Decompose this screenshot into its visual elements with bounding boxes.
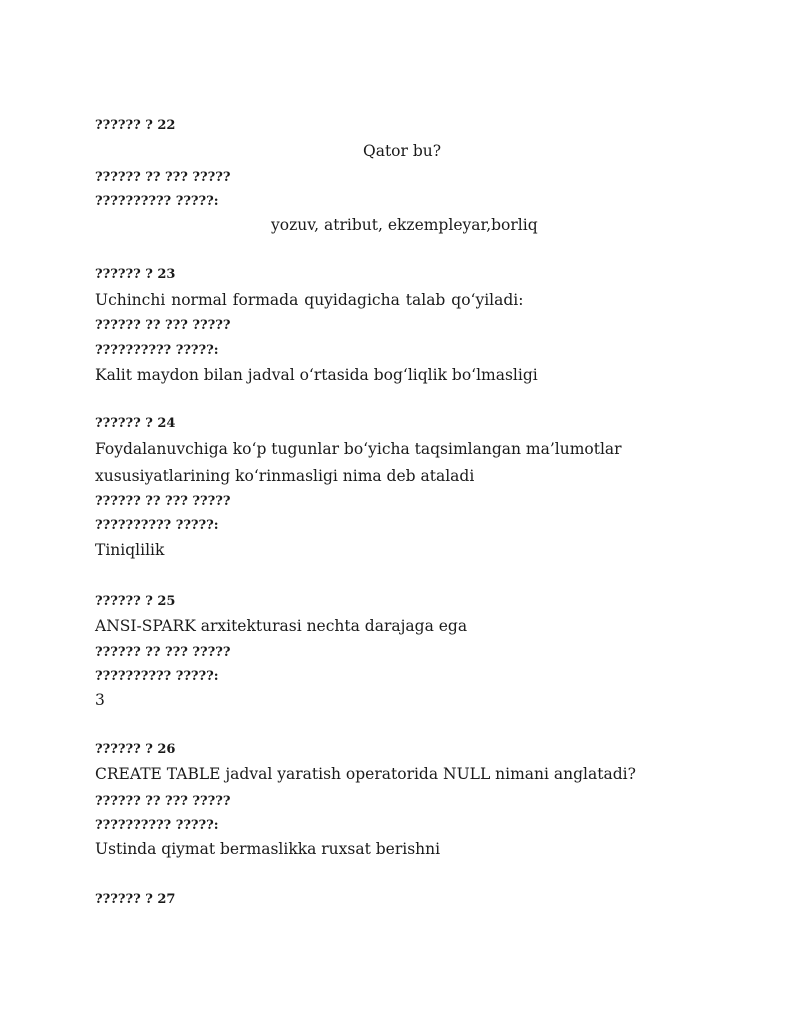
answer-label: ?????????? ?????:: [95, 818, 219, 833]
answer-label: ?????????? ?????:: [95, 194, 219, 209]
question-text-line1: Foydalanuvchiga ko‘p tugunlar bo‘yicha taqsimlangan ma’lumotlar: [95, 440, 622, 458]
question-heading: ?????? ? 24: [95, 416, 176, 431]
variants-label: ?????? ?? ??? ?????: [95, 794, 231, 809]
answer-label: ?????????? ?????:: [95, 669, 219, 684]
question-heading: ?????? ? 27: [95, 892, 176, 907]
question-heading: ?????? ? 23: [95, 267, 176, 282]
answer-label: ?????????? ?????:: [95, 343, 219, 358]
question-text: ANSI-SPARK arxitekturasi nechta darajaga ega: [95, 617, 468, 635]
answer-text: Tiniqlilik: [95, 541, 165, 559]
variants-label: ?????? ?? ??? ?????: [95, 494, 231, 509]
answer-text: 3: [95, 691, 105, 709]
question-text: Uchinchi normal formada quyidagicha talab qo‘yiladi:: [95, 291, 524, 309]
variants-label: ?????? ?? ??? ?????: [95, 318, 231, 333]
question-heading: ?????? ? 22: [95, 118, 176, 133]
question-text: Qator bu?: [363, 142, 442, 160]
answer-text: Kalit maydon bilan jadval o‘rtasida bog‘liqlik bo‘lmasligi: [95, 366, 538, 384]
answer-text: yozuv, atribut, ekzempleyar,borliq: [271, 216, 538, 234]
variants-label: ?????? ?? ??? ?????: [95, 645, 231, 660]
question-text: CREATE TABLE jadval yaratish operatorida NULL nimani anglatadi?: [95, 765, 636, 783]
question-text-line2: xususiyatlarining ko‘rinmasligi nima deb ataladi: [95, 467, 475, 485]
question-heading: ?????? ? 25: [95, 594, 176, 609]
variants-label: ?????? ?? ??? ?????: [95, 170, 231, 185]
question-heading: ?????? ? 26: [95, 742, 176, 757]
answer-text: Ustinda qiymat bermaslikka ruxsat berishni: [95, 840, 441, 858]
answer-label: ?????????? ?????:: [95, 518, 219, 533]
